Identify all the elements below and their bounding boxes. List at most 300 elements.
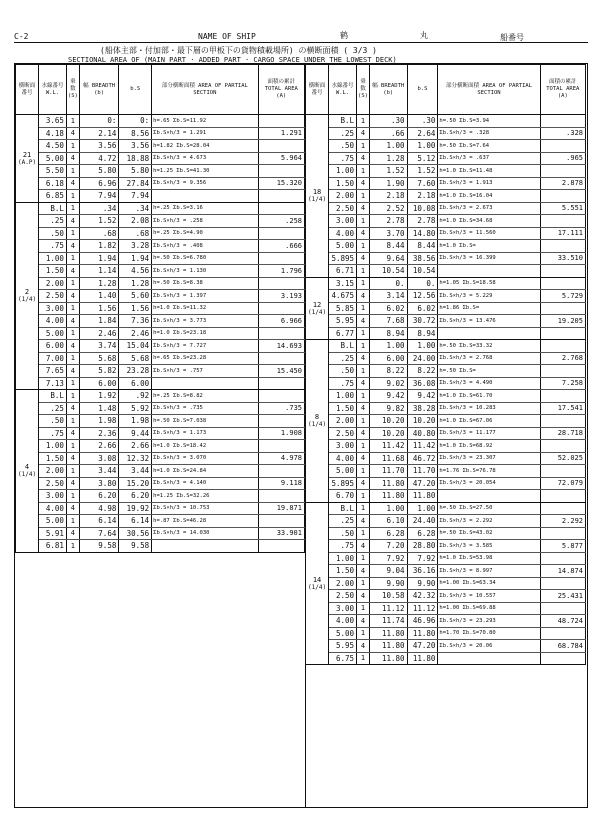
waterline-cell: 2.50 [39,290,67,303]
partial-section-cell: Σb.S×h/3 = 23.293 [438,615,540,628]
table-row [306,502,586,515]
table-row [306,440,586,453]
multiplier-cell: 1 [357,502,370,515]
breadth-cell: 6.96 [79,177,119,190]
multiplier-cell: 1 [357,190,370,203]
breadth-cell: 9.58 [79,540,119,553]
table-row [16,177,305,190]
total-area-cell: 7.258 [540,377,585,390]
total-area-cell [258,165,304,178]
table-row [306,240,586,253]
total-area-cell [258,202,304,215]
total-area-cell [540,165,585,178]
partial-section-cell: Σb.S×h/3 = 4.490 [438,377,540,390]
multiplier-cell: 4 [357,177,370,190]
bs-cell: 1.28 [119,277,152,290]
ordinate-number: 14 [312,575,322,584]
table-row [16,402,305,415]
partial-section-cell: Σb.S×h/3 = 3.585 [438,540,540,553]
partial-section-cell: Σb.S×h/3 = 20.054 [438,477,540,490]
table-row [16,365,305,378]
table-row [306,565,586,578]
multiplier-cell: 4 [357,290,370,303]
partial-section-cell: Σb.S×h/3 = .637 [438,152,540,165]
multiplier-cell: 4 [357,152,370,165]
total-area-cell [258,515,304,528]
multiplier-cell: 1 [66,277,79,290]
waterline-cell: 7.00 [39,352,67,365]
bs-cell: 38.56 [407,252,438,265]
partial-section-cell: Σb.S×h/3 = 1.291 [152,127,258,140]
total-area-cell: 25.431 [540,590,585,603]
partial-section-cell: Σb.S×h/3 = 16.399 [438,252,540,265]
breadth-cell: 9.42 [369,390,407,403]
multiplier-cell: 1 [66,302,79,315]
waterline-cell: .50 [329,140,357,153]
breadth-cell: 1.00 [369,140,407,153]
bs-cell: .30 [407,115,438,128]
table-row [306,427,586,440]
partial-section-cell: Σb.S×h/3 = 3.773 [152,315,258,328]
breadth-cell: 8.94 [369,327,407,340]
total-area-cell [258,390,304,403]
partial-section-cell: Σb.S×h/3 = 1.913 [438,177,540,190]
breadth-cell: 11.12 [369,602,407,615]
partial-section-cell [438,490,540,503]
waterline-cell: B.L [329,502,357,515]
table-row [306,152,586,165]
breadth-cell: 6.02 [369,302,407,315]
total-area-cell [540,440,585,453]
partial-section-cell: Σb.S×h/3 = 10.753 [152,502,258,515]
waterline-cell: 3.00 [39,490,67,503]
total-area-cell [540,365,585,378]
bs-cell: 2.66 [119,440,152,453]
partial-section-cell: Σb.S×h/3 = 2.292 [438,515,540,528]
multiplier-cell: 1 [357,365,370,378]
ordinate-cell [16,390,39,553]
header-multiplier: 乗数 (S) [357,65,370,115]
total-area-cell [540,277,585,290]
total-area-cell [540,490,585,503]
table-row [306,390,586,403]
total-area-cell: 1.291 [258,127,304,140]
partial-section-cell: h=.50 Σb.S=27.50 [438,502,540,515]
total-area-cell: 33.510 [540,252,585,265]
table-row [306,602,586,615]
partial-section-cell [438,652,540,665]
waterline-cell: 5.50 [39,165,67,178]
waterline-cell: 3.00 [39,302,67,315]
partial-section-cell: h=1.0 Σb.S= [438,240,540,253]
partial-section-cell: h=.50 Σb.S=7.64 [438,140,540,153]
multiplier-cell: 1 [357,602,370,615]
multiplier-cell: 4 [66,365,79,378]
multiplier-cell: 4 [66,215,79,228]
breadth-cell: 1.28 [79,277,119,290]
bs-cell: 38.28 [407,402,438,415]
waterline-cell: 6.75 [329,652,357,665]
table-row [306,277,586,290]
bs-cell: 5.60 [119,290,152,303]
partial-section-cell: h=1.00 Σb.S=63.34 [438,577,540,590]
table-row [306,202,586,215]
bs-cell: 6.14 [119,515,152,528]
breadth-cell: 1.00 [369,340,407,353]
partial-section-cell: Σb.S×h/3 = 11.177 [438,427,540,440]
table-row [16,190,305,203]
bs-cell: 6.28 [407,527,438,540]
partial-section-cell: h=1.25 Σb.S=41.30 [152,165,258,178]
title-jp: (船体主部・付加部・最下層の甲板下の貨物積載場所) の横断面積 ( 3/3 ) [100,46,377,55]
total-area-cell: 5.877 [540,540,585,553]
bs-cell: 9.42 [407,390,438,403]
multiplier-cell: 1 [357,627,370,640]
header-waterline: 水線番号 W.L. [329,65,357,115]
partial-section-cell: h=1.0 Σb.S=61.70 [438,390,540,403]
waterline-cell: B.L [39,202,67,215]
ship-name-2: 丸 [420,31,428,40]
header-waterline: 水線番号 W.L. [39,65,67,115]
table-row [306,190,586,203]
partial-section-cell: Σb.S×h/3 = 23.307 [438,452,540,465]
waterline-cell: 5.95 [329,640,357,653]
table-row [16,427,305,440]
multiplier-cell: 4 [357,640,370,653]
table-row [16,452,305,465]
total-area-cell [540,577,585,590]
waterline-cell: .50 [329,527,357,540]
waterline-cell: 7.13 [39,377,67,390]
total-area-cell: 52.025 [540,452,585,465]
total-area-cell [258,227,304,240]
partial-section-cell: h=1.05 Σb.S=18.58 [438,277,540,290]
waterline-cell: 1.00 [39,252,67,265]
waterline-cell: 4.50 [39,140,67,153]
multiplier-cell: 4 [357,227,370,240]
waterline-cell: 5.00 [329,627,357,640]
bs-cell: 1.94 [119,252,152,265]
bs-cell: 5.92 [119,402,152,415]
bs-cell: 1.98 [119,415,152,428]
partial-section-cell: Σb.S×h/3 = 10.557 [438,590,540,603]
total-area-cell [540,340,585,353]
waterline-cell: .50 [39,415,67,428]
total-area-cell: .258 [258,215,304,228]
multiplier-cell: 1 [357,390,370,403]
partial-section-cell: h=.25 Σb.S=3.16 [152,202,258,215]
partial-section-cell: h=.65 Σb.S=11.92 [152,115,258,128]
header-rule [14,42,588,43]
breadth-cell: 8.22 [369,365,407,378]
breadth-cell: 6.00 [79,377,119,390]
waterline-cell: .75 [329,152,357,165]
waterline-cell: 6.71 [329,265,357,278]
breadth-cell: 7.20 [369,540,407,553]
multiplier-cell: 1 [357,277,370,290]
total-area-cell [258,277,304,290]
bs-cell: 9.90 [407,577,438,590]
bs-cell: 42.32 [407,590,438,603]
total-area-cell: 1.908 [258,427,304,440]
table-row [306,527,586,540]
waterline-cell: 6.18 [39,177,67,190]
multiplier-cell: 4 [66,477,79,490]
bs-cell: 24.40 [407,515,438,528]
multiplier-cell: 4 [66,290,79,303]
bs-cell: 1.00 [407,140,438,153]
ship-name-1: 鹤 [340,31,348,40]
partial-section-cell: h=1.0 Σb.S=16.04 [438,190,540,203]
waterline-cell: 4.675 [329,290,357,303]
total-area-cell: 5.964 [258,152,304,165]
bs-cell: 1.00 [407,502,438,515]
waterline-cell: 6.00 [39,340,67,353]
ordinate-cell [16,115,39,203]
total-area-cell [258,115,304,128]
breadth-cell: 5.82 [79,365,119,378]
waterline-cell: 6.85 [39,190,67,203]
header-bs: b.S [407,65,438,115]
partial-section-cell: Σb.S×h/3 = 7.727 [152,340,258,353]
table-row [306,490,586,503]
bs-cell: 8.56 [119,127,152,140]
ordinate-number: 8 [314,413,320,422]
ordinate-cell [16,202,39,390]
waterline-cell: .25 [39,402,67,415]
bs-cell: 18.88 [119,152,152,165]
waterline-cell: 1.50 [39,265,67,278]
left-table [15,64,305,553]
ordinate-number: 4 [24,463,30,472]
table-row [306,652,586,665]
multiplier-cell: 1 [66,140,79,153]
breadth-cell: 10.54 [369,265,407,278]
ordinate-cell [306,115,329,278]
multiplier-cell: 1 [66,165,79,178]
table-row [16,252,305,265]
name-of-ship-label: NAME OF SHIP [198,32,256,41]
waterline-cell: 6.70 [329,490,357,503]
partial-section-cell: Σb.S×h/3 = .408 [152,240,258,253]
multiplier-cell: 1 [357,490,370,503]
table-row [16,127,305,140]
waterline-cell: .75 [39,427,67,440]
table-row [16,315,305,328]
table-row [16,352,305,365]
breadth-cell: .34 [79,202,119,215]
right-half [305,64,586,807]
table-row [306,227,586,240]
total-area-cell: 1.796 [258,265,304,278]
bs-cell: 8.94 [407,327,438,340]
waterline-cell: .75 [329,377,357,390]
multiplier-cell: 4 [357,427,370,440]
table-row [306,215,586,228]
bs-cell: 6.20 [119,490,152,503]
table-row [306,340,586,353]
bs-cell: 23.28 [119,365,152,378]
waterline-cell: 6.77 [329,327,357,340]
ordinate-label: (1/4) [308,421,327,429]
table-row [306,327,586,340]
ordinate-label: (1/4) [308,196,327,204]
multiplier-cell: 1 [66,415,79,428]
multiplier-cell: 4 [357,377,370,390]
waterline-cell: 5.91 [39,527,67,540]
total-area-cell [540,115,585,128]
bs-cell: 46.96 [407,615,438,628]
table-row [16,140,305,153]
multiplier-cell: 4 [357,452,370,465]
table-row [16,340,305,353]
table-row [306,302,586,315]
waterline-cell: 5.00 [329,465,357,478]
table-row [16,415,305,428]
multiplier-cell: 1 [357,215,370,228]
breadth-cell: 11.80 [369,627,407,640]
multiplier-cell: 4 [357,127,370,140]
multiplier-cell: 4 [357,540,370,553]
breadth-cell: 9.02 [369,377,407,390]
partial-section-cell: h=.25 Σb.S=4.90 [152,227,258,240]
total-area-cell: 15.450 [258,365,304,378]
header-bs: b.S [119,65,152,115]
multiplier-cell: 4 [66,402,79,415]
breadth-cell: 1.14 [79,265,119,278]
table-row [306,590,586,603]
waterline-cell: B.L [39,390,67,403]
ordinate-number: 12 [312,300,322,309]
breadth-cell: 6.00 [369,352,407,365]
total-area-cell: 15.320 [258,177,304,190]
table-row [16,115,305,128]
table-row [16,202,305,215]
multiplier-cell: 1 [66,327,79,340]
table-row [16,152,305,165]
table-row [16,477,305,490]
total-area-cell: 68.784 [540,640,585,653]
breadth-cell: 11.80 [369,477,407,490]
table-row [16,215,305,228]
breadth-cell: 3.56 [79,140,119,153]
waterline-cell: 7.65 [39,365,67,378]
total-area-cell [258,352,304,365]
breadth-cell: 8.44 [369,240,407,253]
breadth-cell: 1.90 [369,177,407,190]
total-area-cell [540,302,585,315]
waterline-cell: 1.00 [329,165,357,178]
waterline-cell: .25 [329,352,357,365]
total-area-cell: .666 [258,240,304,253]
breadth-cell: 9.04 [369,565,407,578]
header-multiplier: 乗数 (S) [66,65,79,115]
multiplier-cell: 1 [66,540,79,553]
total-area-cell [258,490,304,503]
breadth-cell: 2.14 [79,127,119,140]
bs-cell: .34 [119,202,152,215]
bs-cell: 2.78 [407,215,438,228]
header-breadth: 幅 BREADTH (b) [369,65,407,115]
partial-section-cell: h=1.0 Σb.S=53.98 [438,552,540,565]
bs-cell: 36.08 [407,377,438,390]
total-area-cell [540,652,585,665]
bs-cell: 7.36 [119,315,152,328]
bs-cell: 10.54 [407,265,438,278]
multiplier-cell: 1 [66,202,79,215]
partial-section-cell: h=1.0 Σb.S=11.48 [438,165,540,178]
partial-section-cell: h=.65 Σb.S=23.28 [152,352,258,365]
multiplier-cell: 1 [66,252,79,265]
partial-section-cell: Σb.S×h/3 = .735 [152,402,258,415]
bs-cell: 1.52 [407,165,438,178]
total-area-cell: 17.111 [540,227,585,240]
waterline-cell: 5.895 [329,477,357,490]
table-row [306,452,586,465]
bs-cell: 8.44 [407,240,438,253]
multiplier-cell: 1 [66,377,79,390]
header-total-area: 面積の累計 TOTAL AREA (A) [258,65,304,115]
multiplier-cell: 4 [66,240,79,253]
total-area-cell: 4.978 [258,452,304,465]
partial-section-cell: h=1.70 Σb.S=70.80 [438,627,540,640]
partial-section-cell: h=.50 Σb.S=33.32 [438,340,540,353]
multiplier-cell: 4 [66,502,79,515]
waterline-cell: 4.00 [39,502,67,515]
bs-cell: 7.60 [407,177,438,190]
multiplier-cell: 4 [66,127,79,140]
waterline-cell: 4.00 [329,452,357,465]
header-ordinate: 横断面番号 [16,65,39,115]
table-row [306,365,586,378]
table-row [16,377,305,390]
bs-cell: 6.00 [119,377,152,390]
bs-cell: 11.12 [407,602,438,615]
table-row [306,290,586,303]
multiplier-cell: 1 [66,465,79,478]
breadth-cell: 9.64 [369,252,407,265]
total-area-cell [540,327,585,340]
breadth-cell: 9.82 [369,402,407,415]
total-area-cell: 6.966 [258,315,304,328]
table-row [16,227,305,240]
breadth-cell: 1.98 [79,415,119,428]
multiplier-cell: 1 [66,227,79,240]
multiplier-cell: 4 [357,515,370,528]
waterline-cell: 2.50 [329,427,357,440]
total-area-cell [540,390,585,403]
multiplier-cell: 4 [66,340,79,353]
total-area-cell: 3.193 [258,290,304,303]
header-breadth: 幅 BREADTH (b) [79,65,119,115]
bs-cell: 7.92 [407,552,438,565]
table-row [16,165,305,178]
partial-section-cell: Σb.S×h/3 = 11.560 [438,227,540,240]
waterline-cell: B.L [329,340,357,353]
total-area-cell: 2.768 [540,352,585,365]
bs-cell: 5.12 [407,152,438,165]
left-half [15,64,306,807]
partial-section-cell: h=1.0 Σb.S=11.32 [152,302,258,315]
partial-section-cell [438,327,540,340]
partial-section-cell: h=1.76 Σb.S=76.78 [438,465,540,478]
breadth-cell: 0: [79,115,119,128]
waterline-cell: .50 [329,365,357,378]
total-area-cell: 48.724 [540,615,585,628]
partial-section-cell: Σb.S×h/3 = 8.997 [438,565,540,578]
partial-section-cell: Σb.S×h/3 = 4.140 [152,477,258,490]
partial-section-cell: Σb.S×h/3 = 1.130 [152,265,258,278]
